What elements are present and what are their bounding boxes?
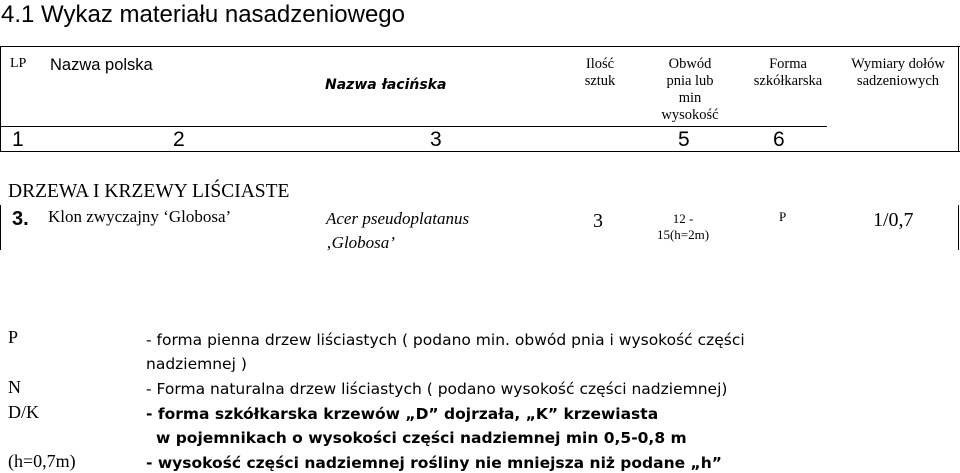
table-rule-right [958,46,959,152]
row-nazwa-lacinska-line: Acer pseudoplatanus [326,209,470,228]
row-rule-left [0,205,1,250]
row-wymiary: 1/0,7 [873,209,914,231]
table-rule-numbers [0,126,827,127]
header-forma [738,56,838,90]
header-obwod-line: pnia lub [666,73,714,89]
legend-code: P [8,327,19,347]
section-heading: DRZEWA I KRZEWY LIŚCIASTE [8,181,290,202]
row-nazwa-polska: Klon zwyczajny ‘Globosa’ [48,207,232,226]
table-rule-bottom [0,151,960,152]
header-wymiary [838,56,958,90]
column-number: 2 [173,128,185,151]
header-ilosc-line: sztuk [584,73,616,89]
legend-text: - Forma naturalna drzew liściastych ( podano wysokość części nadziemnej) [146,380,728,398]
header-lp: LP [10,56,27,71]
column-number: 1 [12,128,24,151]
column-number: 5 [678,128,690,151]
row-obwod [650,211,716,243]
legend-text: w pojemnikach o wysokości części nadziemnej min 0,5-0,8 m [156,429,687,447]
table-rule-top [0,46,960,47]
legend-code: D/K [8,402,39,422]
page-title: 4.1 Wykaz materiału nasadzeniowego [1,1,406,28]
column-number: 3 [430,128,442,151]
row-forma: P [779,209,787,224]
header-obwod-line: min [678,90,702,106]
row-nazwa-lacinska-line: ‚Globosa’ [326,233,395,252]
legend-code: (h=0,7m) [8,451,76,471]
legend-text: - wysokość części nadziemnej rośliny nie mniejsza niż podane „h” [146,454,722,472]
row-obwod-line: 15(h=2m) [656,227,710,242]
row-obwod-line: 12 - [672,211,694,226]
header-ilosc-line: Ilość [585,56,615,72]
header-wymiary-line: Wymiary dołów [851,56,945,72]
row-rule-right [958,205,959,250]
header-obwod-line: Obwód [668,56,712,72]
row-ilosc: 3 [593,210,603,232]
header-nazwa-lacinska: Nazwa łacińska [325,77,447,93]
row-nazwa-lacinska [326,207,469,255]
header-wymiary-line: sadzeniowych [856,73,940,89]
header-forma-line: Forma [769,56,807,72]
header-obwod-line: wysokość [661,107,719,123]
column-number: 6 [773,128,785,151]
header-ilosc [570,56,630,90]
header-forma-line: szkółkarska [753,73,823,89]
legend-text: - forma pienna drzew liściastych ( podano min. obwód pnia i wysokość części [146,331,745,349]
header-obwod [645,56,735,124]
header-nazwa-polska: Nazwa polska [50,56,153,74]
table-rule-left [0,46,1,152]
legend-code: N [8,377,21,397]
legend-text: nadziemnej ) [146,355,247,373]
legend-text: - forma szkółkarska krzewów „D” dojrzała, „K” krzewiasta [146,405,659,423]
row-lp: 3. [12,208,29,230]
